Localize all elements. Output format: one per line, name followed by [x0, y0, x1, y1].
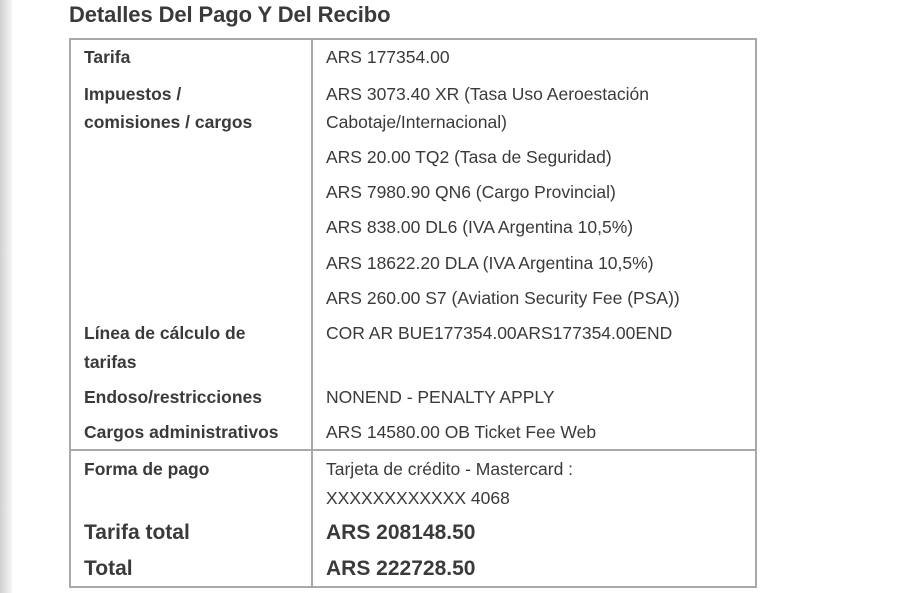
impuestos-label-line1: Impuestos / [84, 84, 182, 104]
tarifa-total-value: ARS 208148.50 [326, 521, 476, 544]
tarifa-value: ARS 177354.00 [326, 47, 450, 67]
linea-calculo-label-line1: Línea de cálculo de [84, 323, 246, 343]
column-divider [311, 451, 313, 586]
total-value: ARS 222728.50 [326, 557, 476, 580]
linea-calculo-label-line2: tarifas [84, 352, 137, 372]
endoso-value: NONEND - PENALTY APPLY [326, 387, 555, 407]
impuestos-item: ARS 7980.90 QN6 (Cargo Provincial) [326, 182, 616, 202]
impuestos-item: ARS 3073.40 XR (Tasa Uso Aeroestación [326, 84, 649, 104]
fare-details-table [69, 38, 757, 451]
linea-calculo-value: COR AR BUE177354.00ARS177354.00END [326, 323, 673, 343]
section-title: Detalles Del Pago Y Del Recibo [69, 2, 391, 27]
forma-pago-label: Forma de pago [84, 459, 210, 479]
tarifa-total-label: Tarifa total [84, 521, 190, 544]
cargos-admin-label: Cargos administrativos [84, 422, 279, 442]
forma-pago-value-line1: Tarjeta de crédito - Mastercard : [326, 459, 574, 479]
impuestos-item: ARS 260.00 S7 (Aviation Security Fee (PSA)) [326, 288, 680, 308]
column-divider [311, 40, 313, 449]
total-label: Total [84, 557, 133, 580]
payment-table [69, 449, 757, 588]
impuestos-item: ARS 20.00 TQ2 (Tasa de Seguridad) [326, 147, 612, 167]
forma-pago-value-line2: XXXXXXXXXXXX 4068 [326, 488, 510, 508]
tarifa-label: Tarifa [84, 47, 131, 67]
impuestos-item: ARS 838.00 DL6 (IVA Argentina 10,5%) [326, 217, 634, 237]
left-edge-shadow [0, 0, 12, 593]
impuestos-item: Cabotaje/Internacional) [326, 112, 507, 132]
impuestos-item: ARS 18622.20 DLA (IVA Argentina 10,5%) [326, 253, 654, 273]
impuestos-label-line2: comisiones / cargos [84, 112, 253, 132]
cargos-admin-value: ARS 14580.00 OB Ticket Fee Web [326, 422, 597, 442]
endoso-label: Endoso/restricciones [84, 387, 262, 407]
